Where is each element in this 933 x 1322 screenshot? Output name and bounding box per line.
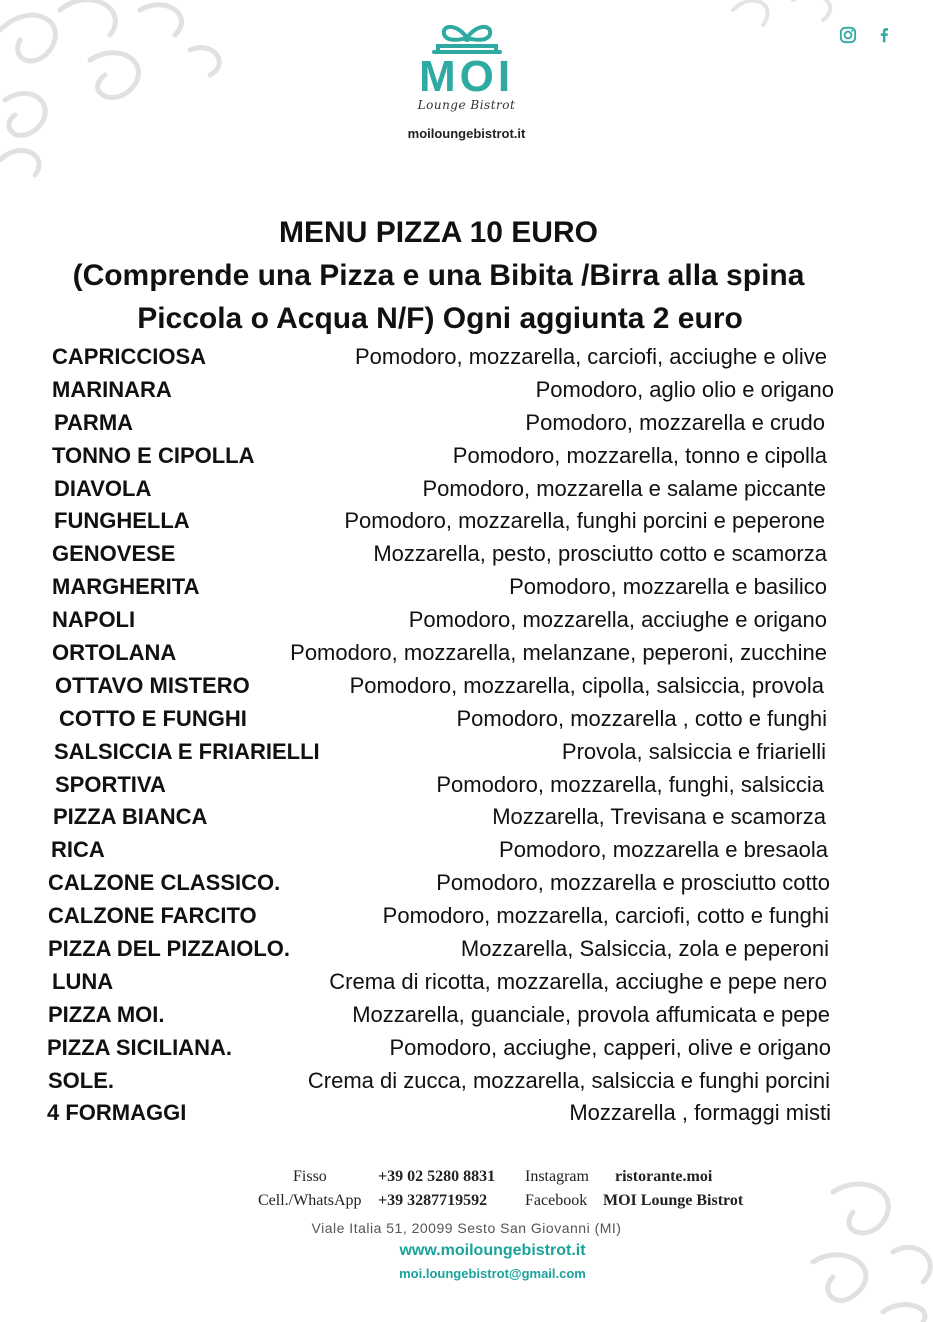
mobile-number[interactable]: +39 3287719592 [378,1192,488,1209]
pizza-ingredients: Pomodoro, mozzarella e crudo [525,409,825,435]
pizza-name: CALZONE FARCITO [48,903,257,929]
pizza-name: PIZZA SICILIANA. [47,1034,232,1060]
pizza-ingredients: Pomodoro, aglio olio e origano [535,376,834,402]
pizza-name: CAPRICCIOSA [52,344,207,369]
pizza-ingredients: Mozzarella, Salsiccia, zola e peperoni [460,936,829,962]
pizza-name: CALZONE CLASSICO. [48,870,281,896]
facebook-page[interactable]: MOI Lounge Bistrot [603,1192,744,1209]
pizza-ingredients: Pomodoro, mozzarella , cotto e funghi [456,705,827,731]
pizza-name: SOLE. [48,1067,115,1093]
pizza-name: PIZZA DEL PIZZAIOLO. [48,936,290,962]
menu-item [0,899,933,932]
brand-tagline: Lounge Bistrot [417,98,516,112]
menu-item [0,504,933,537]
menu-item [0,636,933,669]
pizza-ingredients: Pomodoro, mozzarella, carciofi, cotto e funghi [382,903,829,929]
pizza-ingredients: Pomodoro, mozzarella, carciofi, acciughe e olive [354,344,827,369]
menu-item [0,735,933,768]
menu-item [0,406,933,439]
pizza-ingredients: Pomodoro, mozzarella e prosciutto cotto [436,870,830,896]
email-link[interactable]: moi.loungebistrot@gmail.com [399,1266,586,1281]
website-link[interactable]: www.moiloungebistrot.it [399,1242,586,1259]
pizza-ingredients: Pomodoro, mozzarella, cipolla, salsiccia, provola [349,672,824,698]
menu-item [0,998,933,1031]
pizza-name: FUNGHELLA [54,508,190,534]
phone-number[interactable]: +39 02 5280 8831 [378,1168,496,1185]
menu-subtitle-line-2: Piccola o Acqua N/F) Ogni aggiunta 2 euro [137,302,743,335]
pizza-name: PIZZA MOI. [48,1001,165,1027]
menu-item [0,702,933,735]
pizza-ingredients: Provola, salsiccia e friarielli [561,738,826,764]
menu-item [0,965,933,998]
menu-item [0,1096,933,1129]
pizza-ingredients: Mozzarella, guanciale, provola affumicata e pepe [352,1001,830,1027]
menu-item [0,439,933,472]
pizza-name: NAPOLI [52,607,136,633]
facebook-label: Facebook [525,1192,588,1209]
pizza-name: RICA [51,837,105,863]
menu-subtitle-line-1: (Comprende una Pizza e una Bibita /Birra alla spina [72,259,805,292]
pizza-name: MARINARA [52,376,172,402]
pizza-ingredients: Mozzarella, Trevisana e scamorza [492,804,826,830]
mobile-label: Cell./WhatsApp [258,1192,362,1209]
pizza-name: SALSICCIA E FRIARIELLI [54,738,320,764]
menu-item [0,472,933,505]
menu-item [0,833,933,866]
address: Viale Italia 51, 20099 Sesto San Giovanni (MI) [311,1220,622,1236]
pizza-name: MARGHERITA [52,574,200,600]
menu-item [0,603,933,636]
pizza-ingredients: Pomodoro, mozzarella e bresaola [499,837,828,863]
brand-name: MOI [418,52,515,101]
menu-item [0,340,933,373]
pizza-ingredients: Mozzarella, pesto, prosciutto cotto e scamorza [373,541,827,567]
pizza-ingredients: Pomodoro, mozzarella, tonno e cipolla [452,442,827,468]
pizza-ingredients: Pomodoro, acciughe, capperi, olive e origano [389,1034,831,1060]
menu-title: MENU PIZZA 10 EURO [279,216,598,249]
pizza-ingredients: Pomodoro, mozzarella e salame piccante [422,475,826,501]
pizza-name: COTTO E FUNGHI [59,705,247,731]
phone-label: Fisso [293,1168,327,1185]
pizza-name: TONNO E CIPOLLA [52,442,255,468]
menu-item [0,570,933,603]
menu-item [0,768,933,801]
menu-item [0,866,933,899]
pizza-name: 4 FORMAGGI [47,1100,187,1126]
menu-item [0,537,933,570]
menu-item [0,1064,933,1097]
pizza-ingredients: Pomodoro, mozzarella, melanzane, peperoni, zucchine [290,640,827,666]
pizza-name: PIZZA BIANCA [53,804,208,830]
pizza-menu-list [0,340,933,1129]
menu-item [0,373,933,406]
pizza-name: GENOVESE [52,541,176,567]
pizza-ingredients: Pomodoro, mozzarella, funghi porcini e peperone [344,508,825,534]
menu-item [0,1031,933,1064]
pizza-ingredients: Crema di ricotta, mozzarella, acciughe e pepe nero [329,968,827,994]
pizza-name: SPORTIVA [55,771,166,797]
logo [0,22,933,141]
pizza-name: OTTAVO MISTERO [55,672,250,698]
pizza-name: LUNA [52,968,114,994]
instagram-handle[interactable]: ristorante.moi [615,1168,713,1185]
pizza-ingredients: Mozzarella , formaggi misti [569,1100,831,1126]
pizza-ingredients: Pomodoro, mozzarella, acciughe e origano [408,607,827,633]
pizza-name: ORTOLANA [52,640,177,666]
menu-item [0,800,933,833]
menu-item [0,932,933,965]
pizza-ingredients: Pomodoro, mozzarella e basilico [509,574,827,600]
header-website[interactable]: moiloungebistrot.it [407,126,526,141]
pizza-name: PARMA [54,409,134,435]
pizza-name: DIAVOLA [54,475,152,501]
pizza-ingredients: Pomodoro, mozzarella, funghi, salsiccia [436,771,824,797]
instagram-label: Instagram [525,1168,589,1185]
pizza-ingredients: Crema di zucca, mozzarella, salsiccia e funghi porcini [307,1067,830,1093]
menu-item [0,669,933,702]
